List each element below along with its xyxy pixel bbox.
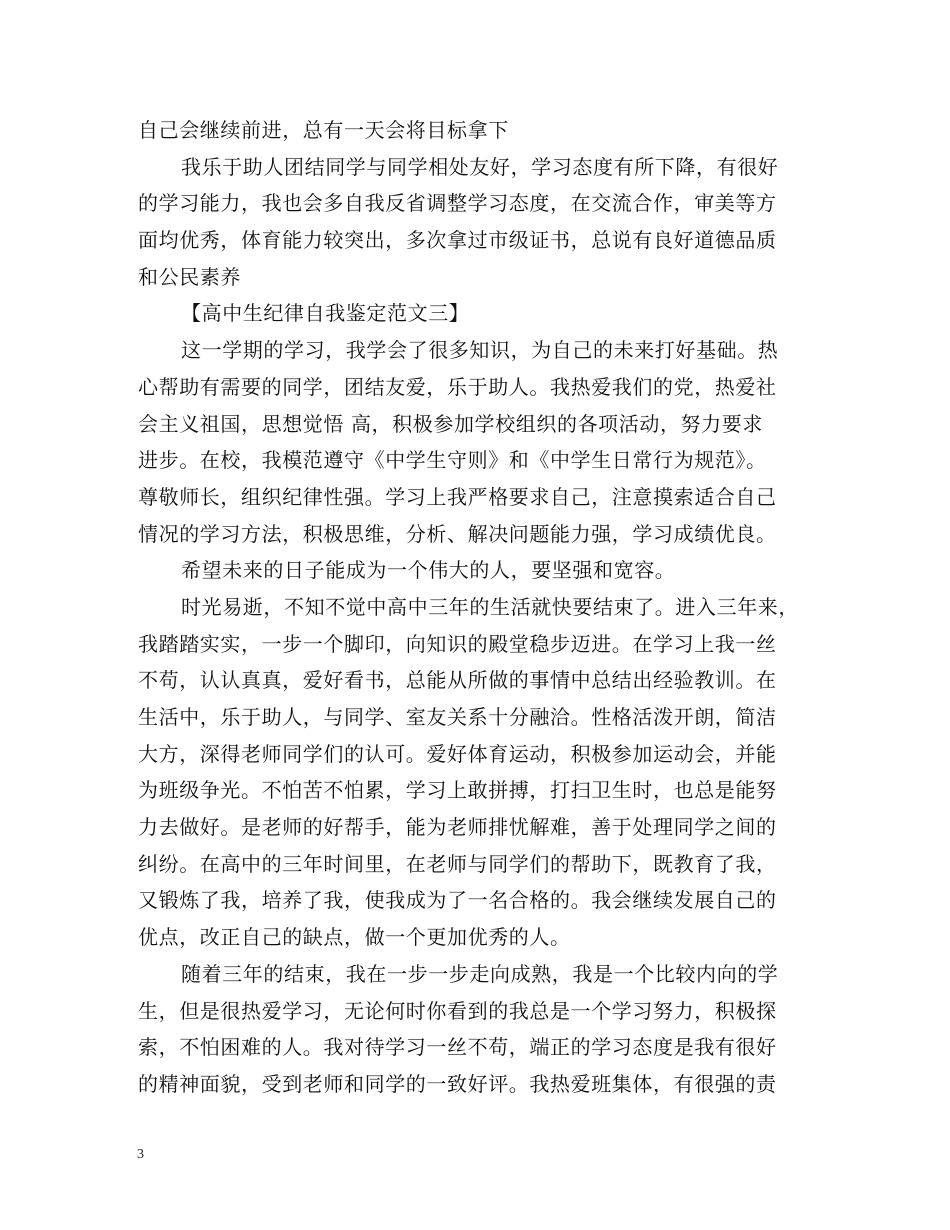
text-line: 为班级争光。不怕苦不怕累，学习上敢拼搏，打扫卫生时，也总是能努 bbox=[138, 778, 777, 803]
body-text bbox=[138, 112, 828, 1103]
text-line: 不苟，认认真真，爱好看书，总能从所做的事情中总结出经验教训。在 bbox=[138, 668, 777, 693]
text-line: 优点，改正自己的缺点，做一个更加优秀的人。 bbox=[138, 925, 571, 950]
text-line: 随着三年的结束，我在一步一步走向成熟，我是一个比较内向的学 bbox=[181, 961, 779, 986]
text-line: 心帮助有需要的同学，团结友爱，乐于助人。我热爱我们的党，热爱社 bbox=[138, 374, 777, 399]
text-line: 大方，深得老师同学们的认可。爱好体育运动，积极参加运动会，并能 bbox=[138, 741, 777, 766]
text-line: 力去做好。是老师的好帮手，能为老师排忧解难，善于处理同学之间的 bbox=[138, 815, 777, 840]
text-line: 纠纷。在高中的三年时间里，在老师与同学们的帮助下，既教育了我， bbox=[138, 851, 777, 876]
text-line: 尊敬师长，组织纪律性强。学习上我严格要求自己，注意摸索适合自己 bbox=[138, 484, 777, 509]
text-line: 生，但是很热爱学习，无论何时你看到的我总是一个学习努力，积极探 bbox=[138, 998, 777, 1023]
text-line: 和公民素养 bbox=[138, 264, 241, 289]
text-line: 自己会继续前进，总有一天会将目标拿下 bbox=[138, 118, 509, 142]
text-line: 希望未来的日子能成为一个伟大的人，要坚强和宽容。 bbox=[181, 558, 676, 583]
text-line: 进步。在校，我模范遵守《中学生守则》和《中学生日常行为规范》。 bbox=[138, 448, 767, 473]
text-line: 我踏踏实实，一步一个脚印，向知识的殿堂稳步迈进。在学习上我一丝 bbox=[138, 631, 777, 656]
page-number: 3 bbox=[137, 1147, 144, 1162]
text-line: 这一学期的学习，我学会了很多知识，为自己的未来打好基础。热 bbox=[181, 338, 779, 363]
text-line: 情况的学习方法，积极思维，分析、解决问题能力强，学习成绩优良。 bbox=[138, 521, 777, 546]
text-line: 的精神面貌，受到老师和同学的一致好评。我热爱班集体，有很强的责 bbox=[138, 1071, 777, 1096]
text-line: 索，不怕困难的人。我对待学习一丝不苟，端正的学习态度是我有很好 bbox=[138, 1035, 777, 1060]
text-line: 又锻炼了我，培养了我，使我成为了一名合格的。我会继续发展自己的 bbox=[138, 888, 777, 913]
text-line: 会主义祖国，思想觉悟 高，积极参加学校组织的各项活动，努力要求 bbox=[138, 411, 763, 436]
text-line: 我乐于助人团结同学与同学相处友好，学习态度有所下降，有很好 bbox=[181, 154, 779, 179]
text-line: 的学习能力，我也会多自我反省调整学习态度，在交流合作，审美等方 bbox=[138, 191, 777, 216]
text-line: 面均优秀，体育能力较突出，多次拿过市级证书，总说有良好道德品质 bbox=[138, 228, 777, 253]
section-heading: 【高中生纪律自我鉴定范文三】 bbox=[181, 301, 470, 326]
text-line: 时光易逝，不知不觉中高中三年的生活就快要结束了。进入三年来， bbox=[181, 594, 799, 619]
text-line: 生活中，乐于助人，与同学、室友关系十分融洽。性格活泼开朗，简洁 bbox=[138, 705, 777, 729]
